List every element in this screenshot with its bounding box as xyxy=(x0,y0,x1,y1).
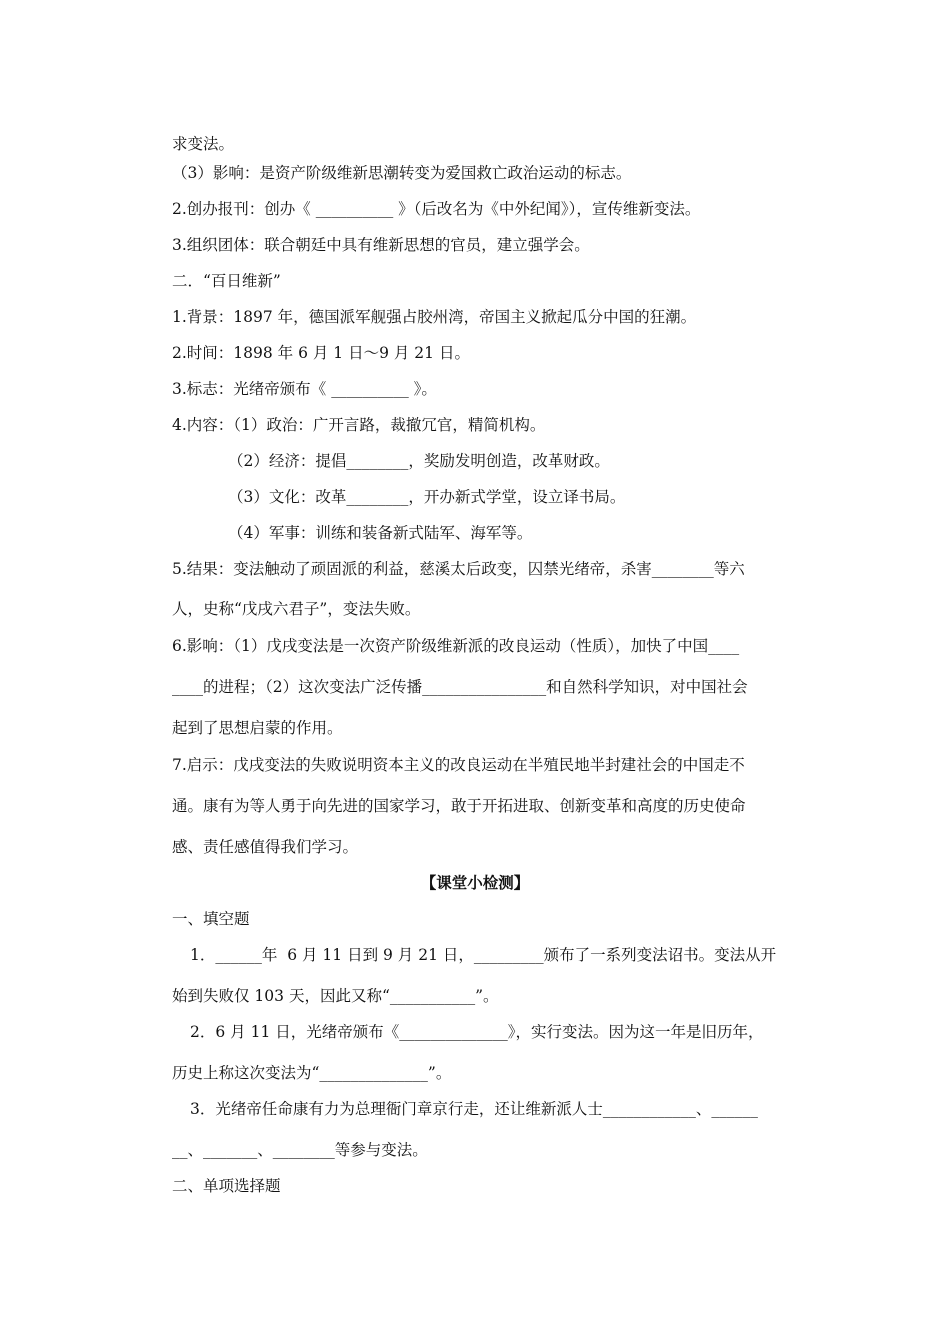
text-line: （4）军事：训练和装备新式陆军、海军等。 xyxy=(228,524,533,542)
section-heading: 二．“百日维新” xyxy=(172,272,281,290)
text-line: （3）影响：是资产阶级维新思潮转变为爱国救亡政治运动的标志。 xyxy=(172,164,632,182)
text-line: 2.创办报刊：创办《 __________ 》（后改名为《中外纪闻》），宣传维新变法。 xyxy=(172,200,701,218)
text-line: 通。康有为等人勇于向先进的国家学习，敢于开拓进取、创新变革和高度的历史使命 xyxy=(172,797,746,815)
section-heading: 二、单项选择题 xyxy=(172,1177,281,1195)
text-line: 2.时间：1898 年 6 月 1 日～9 月 21 日。 xyxy=(172,344,470,362)
question-line: 3．光绪帝任命康有力为总理衙门章京行走，还让维新派人士____________、______ xyxy=(190,1100,758,1118)
text-line: 4.内容：（1）政治：广开言路，裁撤冗官，精简机构。 xyxy=(172,416,546,434)
text-line: 求变法。 xyxy=(172,135,235,153)
question-line: 历史上称这次变法为“______________”。 xyxy=(172,1064,452,1082)
section-title: 【课堂小检测】 xyxy=(420,873,530,892)
text-line: （2）经济：提倡________，奖励发明创造，改革财政。 xyxy=(228,452,610,470)
text-line: 感、责任感值得我们学习。 xyxy=(172,838,359,856)
text-line: 人，史称“戊戌六君子”，变法失败。 xyxy=(172,600,421,618)
text-line: 5.结果：变法触动了顽固派的利益，慈溪太后政变，囚禁光绪帝，杀害________等六 xyxy=(172,560,745,578)
question-line: __、_______、________等参与变法。 xyxy=(172,1141,428,1159)
text-line: 7.启示：戊戌变法的失败说明资本主义的改良运动在半殖民地半封建社会的中国走不 xyxy=(172,756,745,774)
text-line: （3）文化：改革________，开办新式学堂，设立译书局。 xyxy=(228,488,626,506)
text-line: 3.组织团体：联合朝廷中具有维新思想的官员，建立强学会。 xyxy=(172,236,590,254)
question-line: 2．6 月 11 日，光绪帝颁布《______________》，实行变法。因为这一年是旧历年， xyxy=(190,1023,764,1041)
section-heading: 一、填空题 xyxy=(172,910,250,928)
text-line: 3.标志：光绪帝颁布《 __________ 》。 xyxy=(172,380,437,398)
question-line: 始到失败仅 103 天，因此又称“___________”。 xyxy=(172,987,499,1005)
text-line: 6.影响：（1）戊戌变法是一次资产阶级维新派的改良运动（性质），加快了中国____ xyxy=(172,637,740,655)
question-line: 1．______年 6 月 11 日到 9 月 21 日，_________颁布了一系列变法诏书。变法从开 xyxy=(190,946,777,964)
text-line: 1.背景：1897 年，德国派军舰强占胶州湾，帝国主义掀起瓜分中国的狂潮。 xyxy=(172,308,697,326)
text-line: ____的进程；（2）这次变法广泛传播________________和自然科学知识，对中国社会 xyxy=(172,678,748,696)
text-line: 起到了思想启蒙的作用。 xyxy=(172,719,343,737)
